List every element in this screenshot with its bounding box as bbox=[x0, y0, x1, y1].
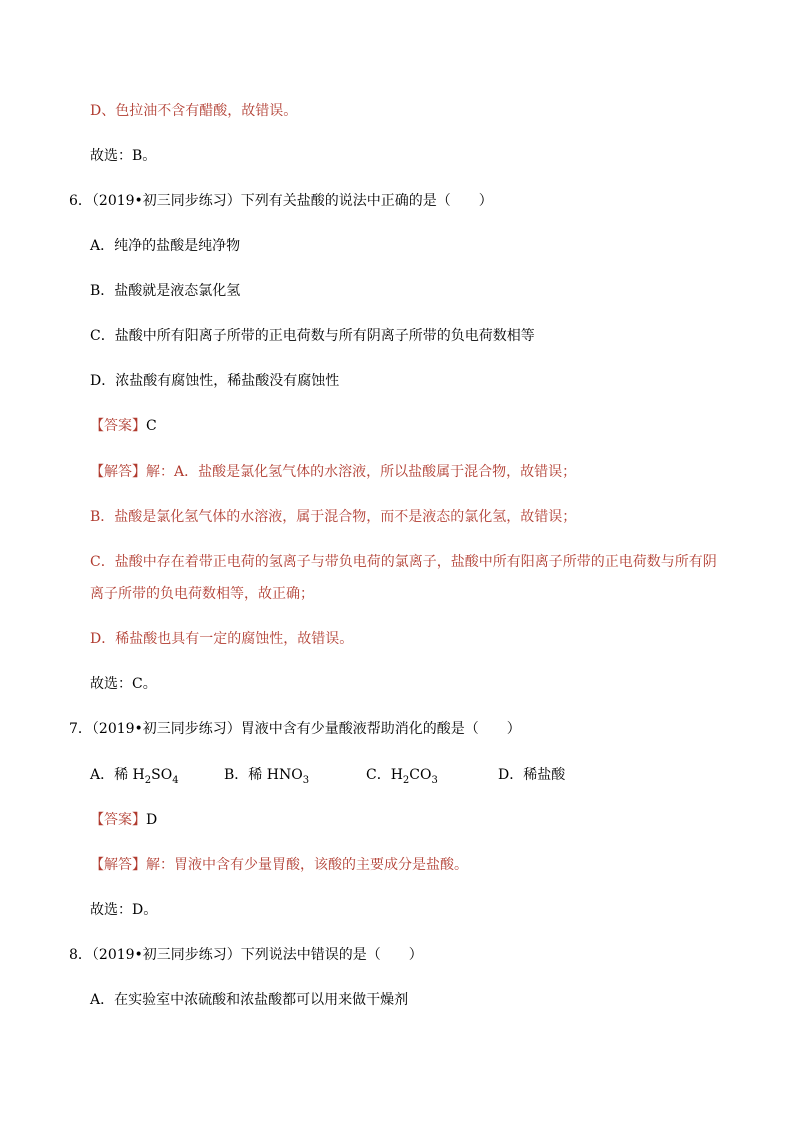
q8-stem: 8．（2019•初三同步练习）下列说法中错误的是（ ） bbox=[69, 947, 423, 963]
q6-explain-line-3: C．盐酸中存在着带正电荷的氢离子与带负电荷的氯离子，盐酸中所有阳离子所带的正电荷数与所有阴 bbox=[90, 554, 717, 570]
q7-option-c: C．$H_2CO_3$ bbox=[366, 767, 438, 786]
answer-tag: 【答案】 bbox=[90, 418, 146, 434]
q6-choice: 故选：C。 bbox=[90, 676, 157, 692]
q6-explain-line-2: B．盐酸是氯化氢气体的水溶液，属于混合物，而不是液态的氯化氢，故错误； bbox=[90, 509, 577, 525]
q7-stem: 7．（2019•初三同步练习）胃液中含有少量酸液帮助消化的酸是（ ） bbox=[69, 721, 521, 737]
q7-option-b: B．稀 $HNO_3$ bbox=[224, 767, 310, 786]
prev-choice: 故选：B。 bbox=[90, 148, 157, 164]
q6-option-d: D．浓盐酸有腐蚀性，稀盐酸没有腐蚀性 bbox=[90, 373, 340, 389]
explain-tag: 【解答】 bbox=[90, 464, 146, 480]
explain-text: 解：胃液中含有少量胃酸，该酸的主要成分是盐酸。 bbox=[146, 857, 468, 873]
q7-choice: 故选：D。 bbox=[90, 902, 158, 918]
answer-value: D bbox=[146, 812, 158, 828]
q6-explain-line-4: 离子所带的负电荷数相等，故正确； bbox=[90, 586, 314, 602]
prev-option-d-explain: D、色拉油不含有醋酸，故错误。 bbox=[90, 103, 298, 119]
explain-tag: 【解答】 bbox=[90, 857, 146, 873]
q6-explain-line-1 bbox=[90, 462, 576, 482]
answer-tag: 【答案】 bbox=[90, 812, 146, 828]
q6-stem: 6．（2019•初三同步练习）下列有关盐酸的说法中正确的是（ ） bbox=[69, 193, 493, 209]
q6-answer bbox=[90, 416, 157, 436]
answer-value: C bbox=[146, 418, 157, 434]
q6-option-c: C．盐酸中所有阳离子所带的正电荷数与所有阴离子所带的负电荷数相等 bbox=[90, 328, 535, 344]
q7-option-a: A．稀 $H_2SO_4$ bbox=[90, 767, 179, 786]
q6-option-a: A．纯净的盐酸是纯净物 bbox=[90, 238, 241, 254]
q6-option-b: B．盐酸就是液态氯化氢 bbox=[90, 283, 241, 299]
explain-text: 解：A．盐酸是氯化氢气体的水溶液，所以盐酸属于混合物，故错误； bbox=[146, 464, 577, 480]
q8-option-a: A．在实验室中浓硫酸和浓盐酸都可以用来做干燥剂 bbox=[90, 992, 409, 1008]
q6-explain-line-5: D．稀盐酸也具有一定的腐蚀性，故错误。 bbox=[90, 631, 354, 647]
q7-options bbox=[90, 765, 565, 785]
q7-explain bbox=[90, 855, 468, 875]
q7-answer bbox=[90, 810, 157, 830]
q7-option-d: D．稀盐酸 bbox=[498, 767, 566, 783]
